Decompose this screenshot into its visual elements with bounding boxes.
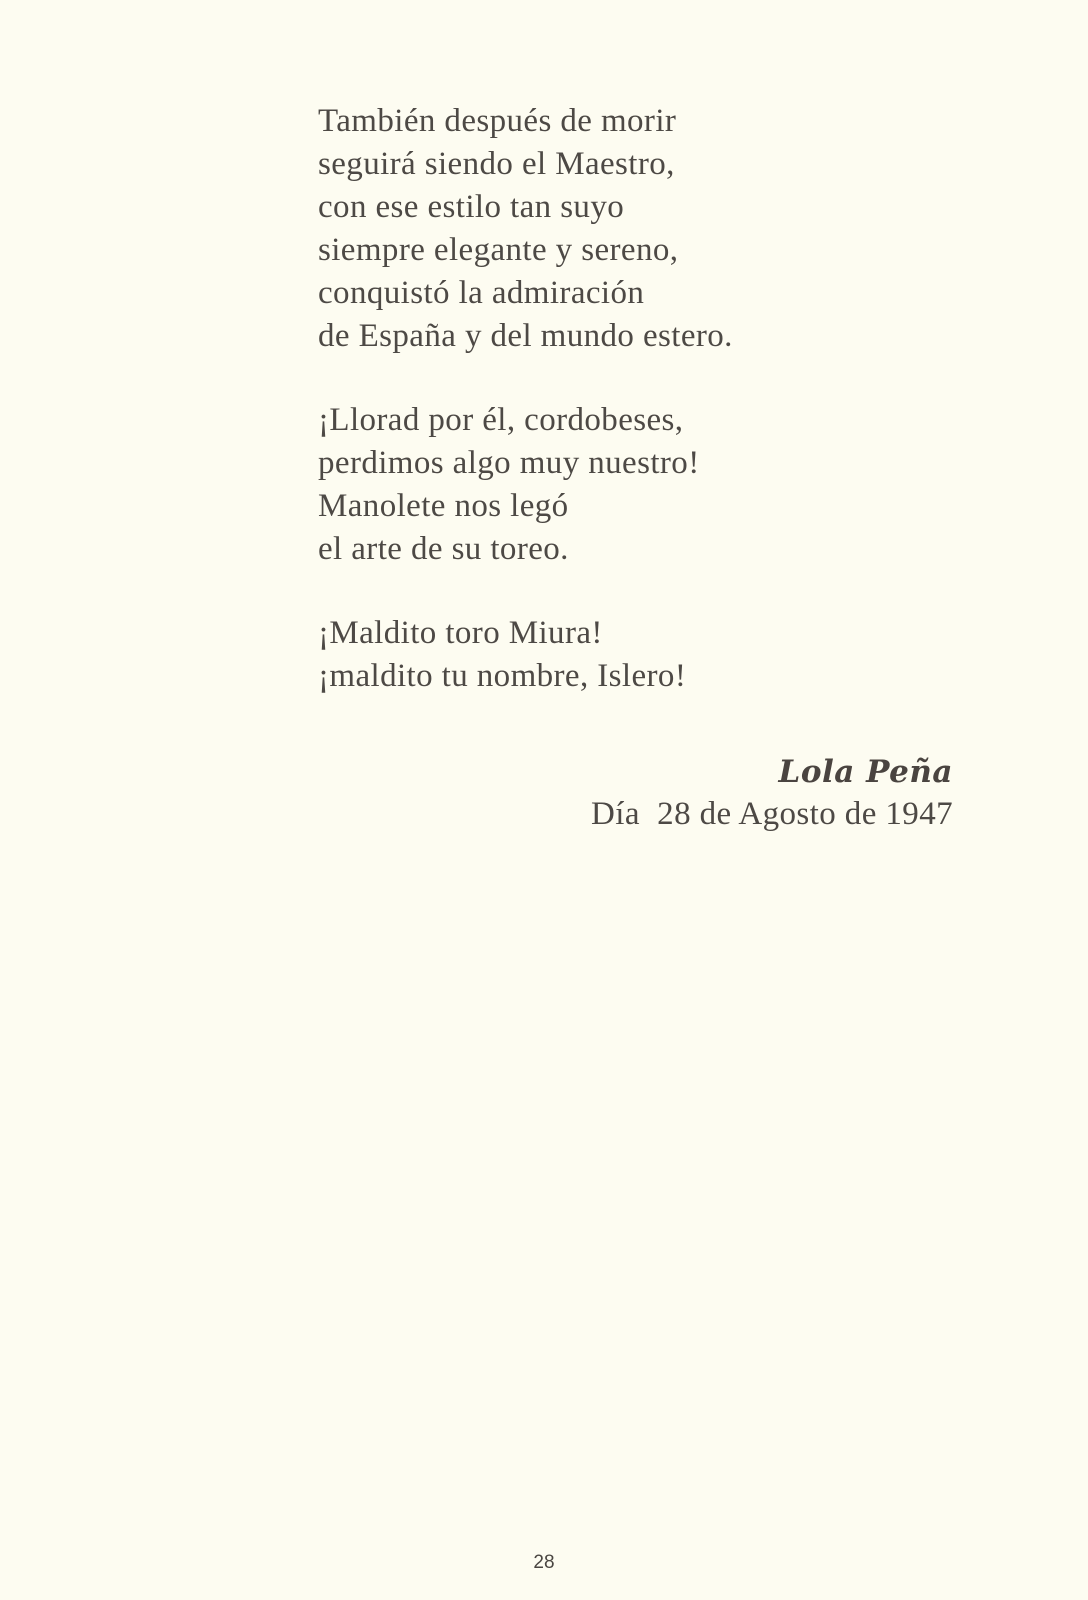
- poem-line: ¡maldito tu nombre, Islero!: [318, 658, 687, 694]
- poem-line: siempre elegante y sereno,: [318, 232, 679, 268]
- poem: [318, 100, 878, 739]
- poem-line: Manolete nos legó: [318, 488, 569, 524]
- signature-block: [591, 752, 953, 836]
- poem-line: con ese estilo tan suyo: [318, 189, 625, 225]
- page-number: 28: [533, 1552, 555, 1573]
- poem-line: conquistó la admiración: [318, 275, 645, 311]
- poem-line: seguirá siendo el Maestro,: [318, 146, 675, 182]
- stanza-2: [318, 399, 878, 571]
- poem-line: perdimos algo muy nuestro!: [318, 445, 700, 481]
- poem-line: ¡Llorad por él, cordobeses,: [318, 402, 684, 438]
- author-name: Lola Peña: [778, 754, 953, 790]
- poem-line: ¡Maldito toro Miura!: [318, 615, 603, 651]
- poem-line: También después de morir: [318, 103, 677, 139]
- stanza-1: [318, 100, 878, 358]
- signature-date: Día 28 de Agosto de 1947: [591, 796, 953, 832]
- stanza-3: [318, 612, 878, 698]
- poem-line: el arte de su toreo.: [318, 531, 569, 567]
- poem-line: de España y del mundo estero.: [318, 318, 733, 354]
